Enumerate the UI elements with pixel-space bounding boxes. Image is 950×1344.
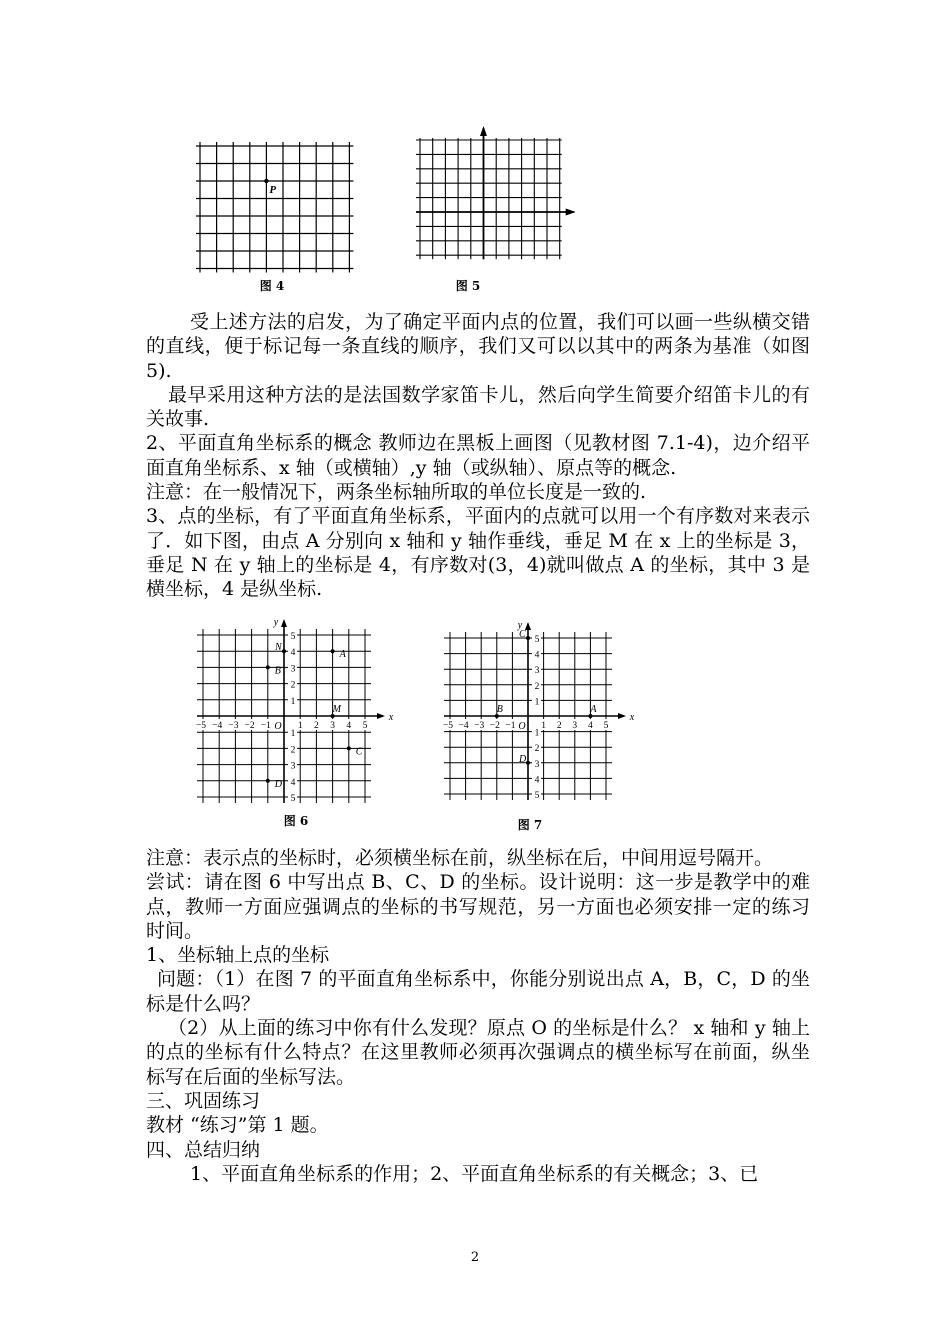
y-tick-label: 3 [290,664,296,675]
point-p-label: P [269,184,277,196]
origin-label: O [274,721,282,732]
figure-4-caption: 图 4 [259,279,285,293]
coordinate-plane-figure-7 [430,618,635,803]
point-d-label: D [519,753,527,765]
y-axis-label: y [517,620,523,631]
y-tick-label: 4 [534,775,540,786]
x-tick-label: 4 [588,721,593,731]
x-tick-label: −4 [212,721,223,731]
y-axis-label: y [273,617,279,628]
page-number: 2 [470,1250,480,1265]
top-paragraph-5: 3、点的坐标，有了平面直角坐标系，平面内的点就可以用一个有序数对来表示了．如下图，由点 A 分别向 x 轴和 y 轴作垂线，垂足 M 在 x 上的坐标是 3，垂足 N 在 y 轴上的坐标是 4，有序数对(3，4)就叫做点 A 的坐标，其中 3 是横坐标，4 是纵坐标. [146,505,810,601]
body-text-bottom [146,846,810,1186]
x-tick-label: 4 [346,721,352,731]
x-tick-label: 5 [603,721,609,731]
x-tick-label: 2 [314,721,319,731]
body-text-top [146,310,810,602]
x-tick-label: 3 [330,721,335,731]
figure-6 [188,617,394,804]
x-tick-label: −2 [489,721,500,731]
x-tick-label: −5 [195,721,207,731]
x-tick-label: −1 [260,721,271,731]
y-tick-label: 5 [290,794,296,804]
top-paragraph-4: 注意：在一般情况下，两条坐标轴所取的单位长度是一致的. [146,481,647,504]
point-p [264,179,268,183]
point-d [266,779,270,783]
bottom-paragraph-1: 注意：表示点的坐标时，必须横坐标在前，纵坐标在后，中间用逗号隔开。 [146,847,774,869]
x-tick-label: −3 [474,721,485,731]
y-tick-label: 3 [534,759,540,770]
y-tick-label: 1 [534,697,540,708]
y-axis-arrow [525,622,531,630]
x-tick-label: −4 [458,721,469,731]
x-axis-arrow [566,209,576,216]
x-axis-arrow [377,713,385,719]
y-tick-label: 5 [534,635,540,645]
x-tick-label: −2 [244,721,255,731]
point-c-label: C [355,746,363,758]
point-n [282,649,286,653]
y-axis-arrow [480,126,487,136]
bottom-paragraph-3: 1、坐标轴上点的坐标 [146,944,330,967]
y-tick-label: 3 [290,761,296,772]
y-tick-label: 4 [290,777,296,788]
bottom-paragraph-8: 四、总结归纳 [146,1138,261,1161]
y-tick-label: 3 [534,666,540,677]
coordinate-plane-figure-6 [188,617,394,804]
y-axis-arrow [281,619,287,627]
y-tick-label: 1 [534,728,540,739]
figure-5 [410,126,560,268]
y-tick-label: 2 [534,744,540,755]
point-n-label: N [275,642,282,654]
bottom-paragraph-9: 1、平面直角坐标系的作用；2、平面直角坐标系的有关概念；3、已 [190,1162,759,1185]
y-tick-label: 1 [290,696,296,707]
x-tick-label: 3 [572,721,578,731]
y-tick-label: 4 [534,650,540,661]
y-tick-label: 4 [290,648,296,659]
bottom-paragraph-5: （2）从上面的练习中你有什么发现？原点 O 的坐标是什么？ x 轴和 y 轴上的点的坐标有什么特点？在这里教师必须再次强调点的横坐标写在前面，纵坐标写在后面的坐标写法。 [146,1017,810,1088]
x-tick-label: 1 [541,721,546,731]
x-axis-arrow [618,713,626,719]
y-tick-label: 2 [290,680,296,691]
x-tick-label: 1 [297,721,303,731]
point-a-label: A [590,704,597,715]
bottom-paragraph-4: 问题：（1）在图 7 的平面直角坐标系中，你能分别说出点 A，B，C，D 的坐标是什么吗？ [146,968,810,1015]
figure-7 [430,618,635,803]
x-tick-label: −1 [505,721,516,731]
x-tick-label: −3 [228,721,239,731]
x-tick-label: 5 [362,721,368,731]
origin-label: O [518,721,526,732]
point-b-label: B [274,665,281,677]
y-tick-label: 5 [534,791,540,801]
y-tick-label: 2 [534,681,540,692]
top-paragraph-3: 2、平面直角坐标系的概念 教师边在黑板上画图（见教材图 7.1-4)，边介绍平面直角坐标系、x 轴（或横轴）,y 轴（或纵轴）、原点等的概念. [146,432,810,479]
axes-figure-5 [410,126,560,268]
point-c-label: C [519,629,526,640]
figure-4 [196,140,352,272]
x-tick-label: 2 [556,721,562,731]
bottom-paragraph-6: 三、巩固练习 [146,1089,261,1112]
bottom-paragraph-7: 教材 “练习”第 1 题。 [146,1114,329,1137]
y-tick-label: 5 [290,632,296,642]
figure-5-caption: 图 5 [455,279,481,293]
figure-6-caption: 图 6 [283,814,309,828]
x-axis-label: x [629,712,635,723]
point-b [266,665,270,669]
point-a [331,649,335,653]
point-d [526,761,530,765]
top-paragraph-1: 受上述方法的启发，为了确定平面内点的位置，我们可以画一些纵横交错的直线，便于标记每一条直线的顺序，我们又可以以其中的两条为基准（如图 5). [146,311,810,382]
y-tick-label: 1 [290,729,296,740]
figure-7-caption: 图 7 [517,818,543,832]
point-c [526,636,530,640]
top-paragraph-2: 最早采用这种方法的是法国数学家笛卡儿，然后向学生简要介绍笛卡儿的有关故事. [146,383,810,431]
grid-figure-4 [196,140,352,272]
x-tick-label: −5 [442,721,454,731]
bottom-paragraph-2: 尝试：请在图 6 中写出点 B、C、D 的坐标。设计说明：这一步是教学中的难点，教师一方面应强调点的坐标的书写规范，另一方面也必须安排一定的练习时间。 [146,871,810,942]
point-a-label: A [339,649,346,661]
point-b-label: B [496,704,503,715]
point-m-label: M [332,704,341,715]
y-tick-label: 2 [290,745,296,756]
point-d-label: D [274,778,283,790]
point-c [347,746,351,750]
x-axis-label: x [388,712,394,723]
